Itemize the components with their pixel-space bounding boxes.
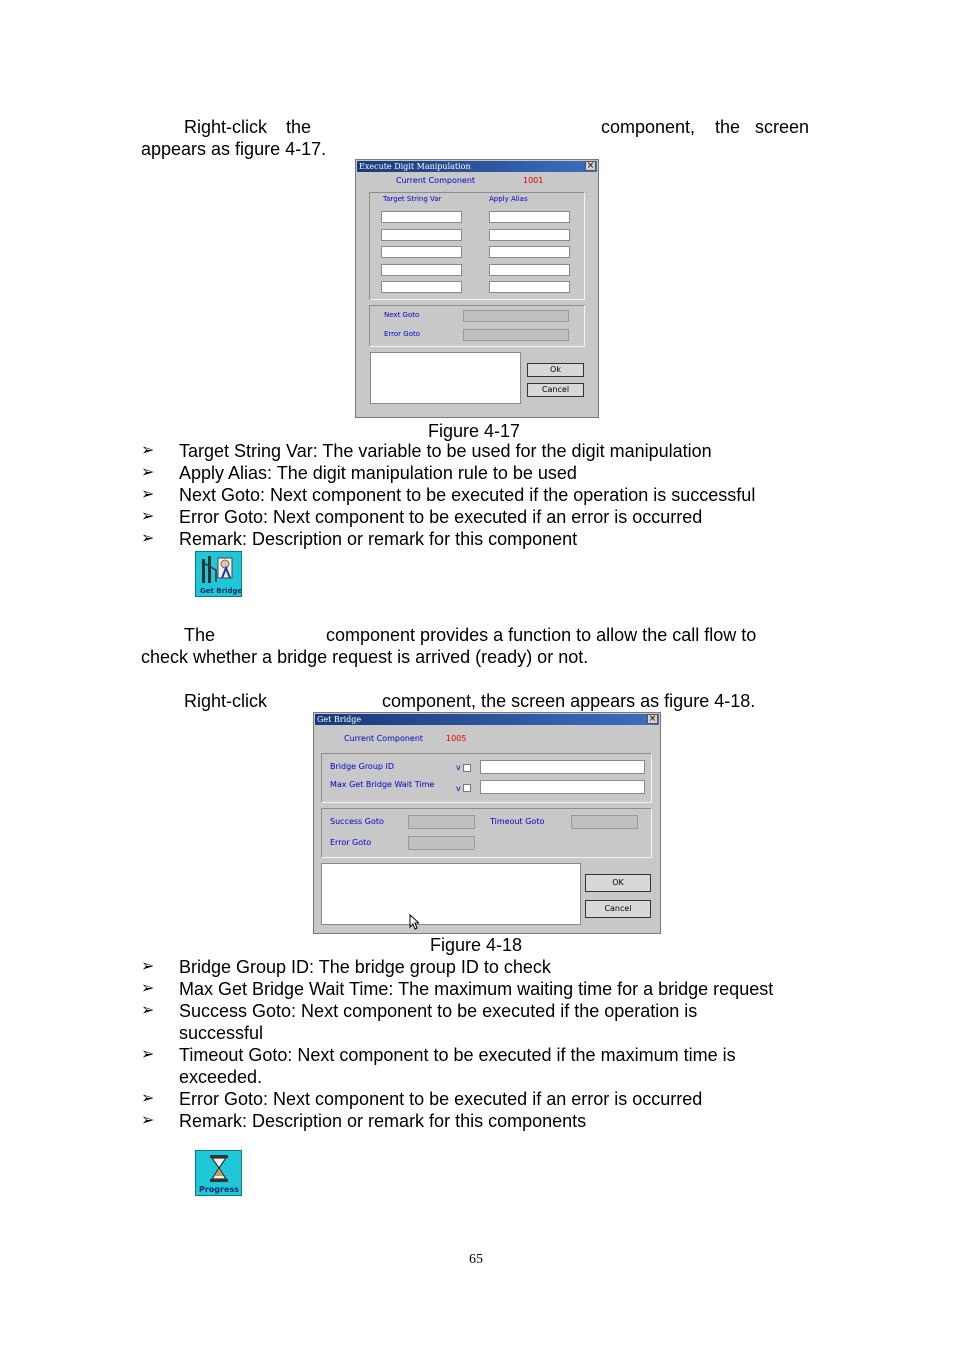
apply-alias-input-4[interactable] [489,264,570,276]
target-string-var-input-1[interactable] [381,211,462,223]
dialog-title: Get Bridge [317,715,362,724]
bridge-group-id-checkbox[interactable] [463,764,471,772]
ok-button[interactable]: OK [585,874,651,892]
bullet-text: successful [179,1023,264,1043]
get-bridge-dialog [313,712,661,934]
page-number: 65 [469,1252,483,1267]
bullet-text: Error Goto: Next component to be executed if an error is occurred [179,1089,703,1109]
progress-icon-label: Progress [199,1185,239,1194]
getbridge-line1: component provides a function to allow the call flow to [326,625,757,645]
bullet-arrow-icon: ➢ [141,1002,155,1019]
success-goto-field[interactable] [408,815,475,829]
close-icon[interactable]: × [648,714,657,724]
error-goto-field[interactable] [408,836,475,850]
apply-alias-input-3[interactable] [489,246,570,258]
apply-alias-header: Apply Alias [489,195,528,203]
current-component-label: Current Component [344,734,424,743]
bullet-arrow-icon: ➢ [141,486,155,503]
figure-4-18-caption: Figure 4-18 [430,935,523,955]
bullet-arrow-icon: ➢ [141,1112,155,1129]
cancel-button[interactable]: Cancel [527,383,584,397]
bullet-text: exceeded. [179,1067,263,1087]
max-wait-label: Max Get Bridge Wait Time [330,780,435,789]
max-wait-checkbox[interactable] [463,784,471,792]
target-string-var-header: Target String Var [383,195,442,203]
error-goto-label: Error Goto [384,330,421,338]
dialog-titlebar [315,714,659,725]
target-string-var-input-2[interactable] [381,229,462,241]
bridge-group-id-label: Bridge Group ID [330,762,395,771]
current-component-value: 1005 [446,734,467,743]
max-wait-input[interactable] [480,780,645,794]
intro-the: the [286,117,312,137]
getbridge-line2: check whether a bridge request is arrived (ready) or not. [141,647,589,667]
rightclick2-a: Right-click [184,691,268,711]
bullet-text: Apply Alias: The digit manipulation rule to be used [179,463,577,483]
intro-line2: appears as figure 4-17. [141,139,327,159]
error-goto-label: Error Goto [330,838,372,847]
hourglass-icon [196,1151,241,1195]
get-bridge-component-icon [195,551,242,597]
remark-textarea[interactable] [321,863,581,925]
remark-textarea[interactable] [370,352,521,404]
bullet-text: Error Goto: Next component to be executed if an error is occurred [179,507,703,527]
bullet-arrow-icon: ➢ [141,442,155,459]
bullet-text: Bridge Group ID: The bridge group ID to check [179,957,551,977]
intro-rightclick: Right-click [184,117,268,137]
timeout-goto-field[interactable] [571,815,638,829]
bullet-text: Target String Var: The variable to be used for the digit manipulation [179,441,712,461]
close-icon[interactable]: × [586,161,595,171]
bridge-group-id-v: v [456,763,461,772]
timeout-goto-label: Timeout Goto [490,817,545,826]
mouse-cursor-icon [409,914,419,930]
next-goto-label: Next Goto [384,311,420,319]
bridge-icon [196,552,241,596]
current-component-label: Current Component [396,176,476,185]
bullet-arrow-icon: ➢ [141,980,155,997]
figure-4-17-caption: Figure 4-17 [428,421,521,441]
max-wait-v: v [456,784,461,793]
target-string-var-input-4[interactable] [381,264,462,276]
get-bridge-icon-label: Get Bridge [200,587,241,595]
bridge-group-id-input[interactable] [480,760,645,774]
target-string-var-input-5[interactable] [381,281,462,293]
success-goto-label: Success Goto [330,817,384,826]
bullet-arrow-icon: ➢ [141,464,155,481]
intro-component: component, [601,117,696,137]
bullet-arrow-icon: ➢ [141,1090,155,1107]
bullet-arrow-icon: ➢ [141,508,155,525]
bullet-text: Success Goto: Next component to be executed if the operation is [179,1001,698,1021]
bullet-text: Timeout Goto: Next component to be executed if the maximum time is [179,1045,736,1065]
bullet-arrow-icon: ➢ [141,530,155,547]
getbridge-the: The [184,625,216,645]
target-string-var-input-3[interactable] [381,246,462,258]
apply-alias-input-5[interactable] [489,281,570,293]
intro-the2: the [715,117,741,137]
rightclick2-b: component, the screen appears as figure 4-18. [382,691,756,711]
next-goto-field[interactable] [463,310,569,322]
bullet-arrow-icon: ➢ [141,1046,155,1063]
cancel-button[interactable]: Cancel [585,900,651,918]
dialog-title: Execute Digit Manipulation [359,162,471,171]
intro-screen: screen [755,117,810,137]
bullet-text: Remark: Description or remark for this component [179,529,578,549]
error-goto-field[interactable] [463,329,569,341]
bullet-text: Next Goto: Next component to be executed if the operation is successful [179,485,756,505]
bullet-text: Max Get Bridge Wait Time: The maximum waiting time for a bridge request [179,979,774,999]
progress-component-icon [195,1150,242,1196]
execute-digit-manipulation-dialog [355,159,599,418]
ok-button[interactable]: Ok [527,363,584,377]
apply-alias-input-1[interactable] [489,211,570,223]
apply-alias-input-2[interactable] [489,229,570,241]
bullet-text: Remark: Description or remark for this components [179,1111,587,1131]
dialog-titlebar [357,161,597,172]
bullet-arrow-icon: ➢ [141,958,155,975]
current-component-value: 1001 [523,176,544,185]
